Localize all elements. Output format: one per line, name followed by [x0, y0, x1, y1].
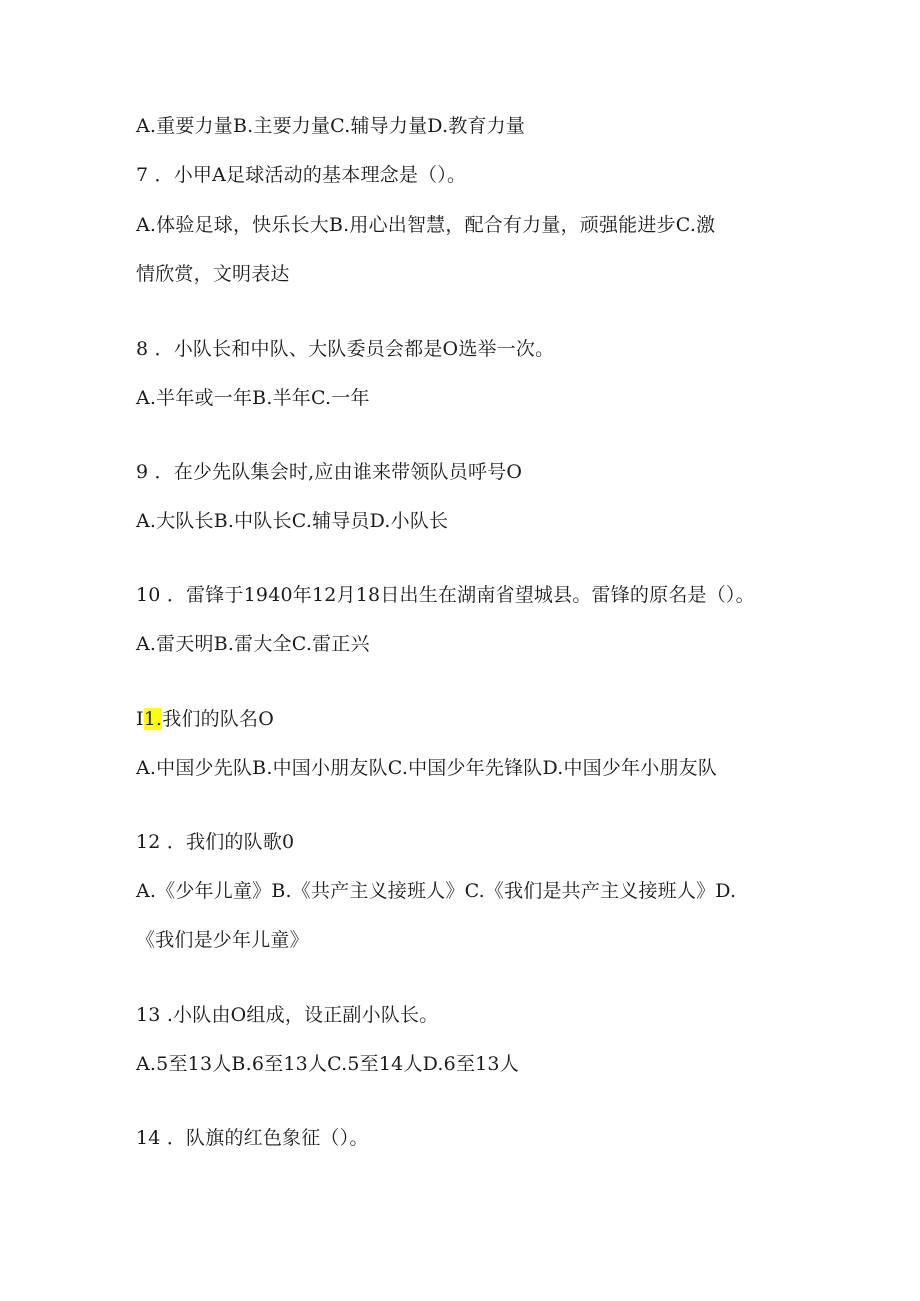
question-10 [136, 581, 755, 609]
options-text: A.体验足球，快乐长大B.用心出智慧，配合有力量，顽强能进步C.激 [136, 214, 716, 236]
question-14 [136, 1124, 369, 1152]
options-line-q8 [136, 384, 370, 412]
question-text: ．队旗的红色象征（）。 [160, 1127, 369, 1149]
options-text: A.重要力量B.主要力量C.辅导力量D.教育力量 [136, 115, 526, 137]
options-line-q9 [136, 507, 448, 535]
question-text: .小队由O组成，设正副小队长。 [160, 1004, 439, 1026]
question-number: 9 [136, 461, 149, 483]
options-line-q12-a [136, 877, 736, 905]
question-text: ．我们的队歌0 [160, 831, 295, 853]
options-text: A.雷天明B.雷大全C.雷正兴 [136, 633, 370, 655]
options-text: A.5至13人B.6至13人C.5至14人D.6至13人 [136, 1053, 519, 1075]
question-7 [136, 161, 466, 189]
options-text: A.《少年儿童》B.《共产主义接班人》C.《我们是共产主义接班人》D. [136, 880, 737, 902]
options-line-q7-b [136, 260, 290, 288]
question-text: ．小队长和中队、大队委员会都是O选举一次。 [148, 338, 555, 360]
options-line-q12-b [136, 926, 309, 954]
options-line-q10 [136, 630, 370, 658]
options-text: 《我们是少年儿童》 [136, 929, 309, 951]
question-12 [136, 828, 294, 856]
options-line-q13 [136, 1050, 519, 1078]
options-line-q11 [136, 754, 717, 782]
question-number: 13 [136, 1004, 161, 1026]
question-text: ．在少先队集会时,应由谁来带领队员呼号O [148, 461, 523, 483]
question-number-prefix: I [136, 708, 144, 730]
question-number: 10 [136, 584, 161, 606]
question-11 [136, 705, 274, 733]
question-text: ．小甲A足球活动的基本理念是（）。 [148, 164, 467, 186]
options-text: A.中国少先队B.中国小朋友队C.中国少年先锋队D.中国少年小朋友队 [136, 757, 718, 779]
question-number: 14 [136, 1127, 161, 1149]
question-number: 7 [136, 164, 149, 186]
question-text: ．雷锋于1940年12月18日出生在湖南省望城县。雷锋的原名是（）。 [160, 584, 755, 606]
options-line-q6 [136, 112, 525, 140]
options-text: A.大队长B.中队长C.辅导员D.小队长 [136, 510, 449, 532]
question-13 [136, 1001, 438, 1029]
options-line-q7-a [136, 211, 715, 239]
question-8 [136, 335, 554, 363]
question-9 [136, 458, 522, 486]
options-text: 情欣赏，文明表达 [136, 263, 290, 285]
question-number: 8 [136, 338, 149, 360]
highlighted-question-number: 1. [143, 708, 163, 730]
question-number: 12 [136, 831, 161, 853]
options-text: A.半年或一年B.半年C.一年 [136, 387, 370, 409]
question-text: 我们的队名O [162, 708, 275, 730]
